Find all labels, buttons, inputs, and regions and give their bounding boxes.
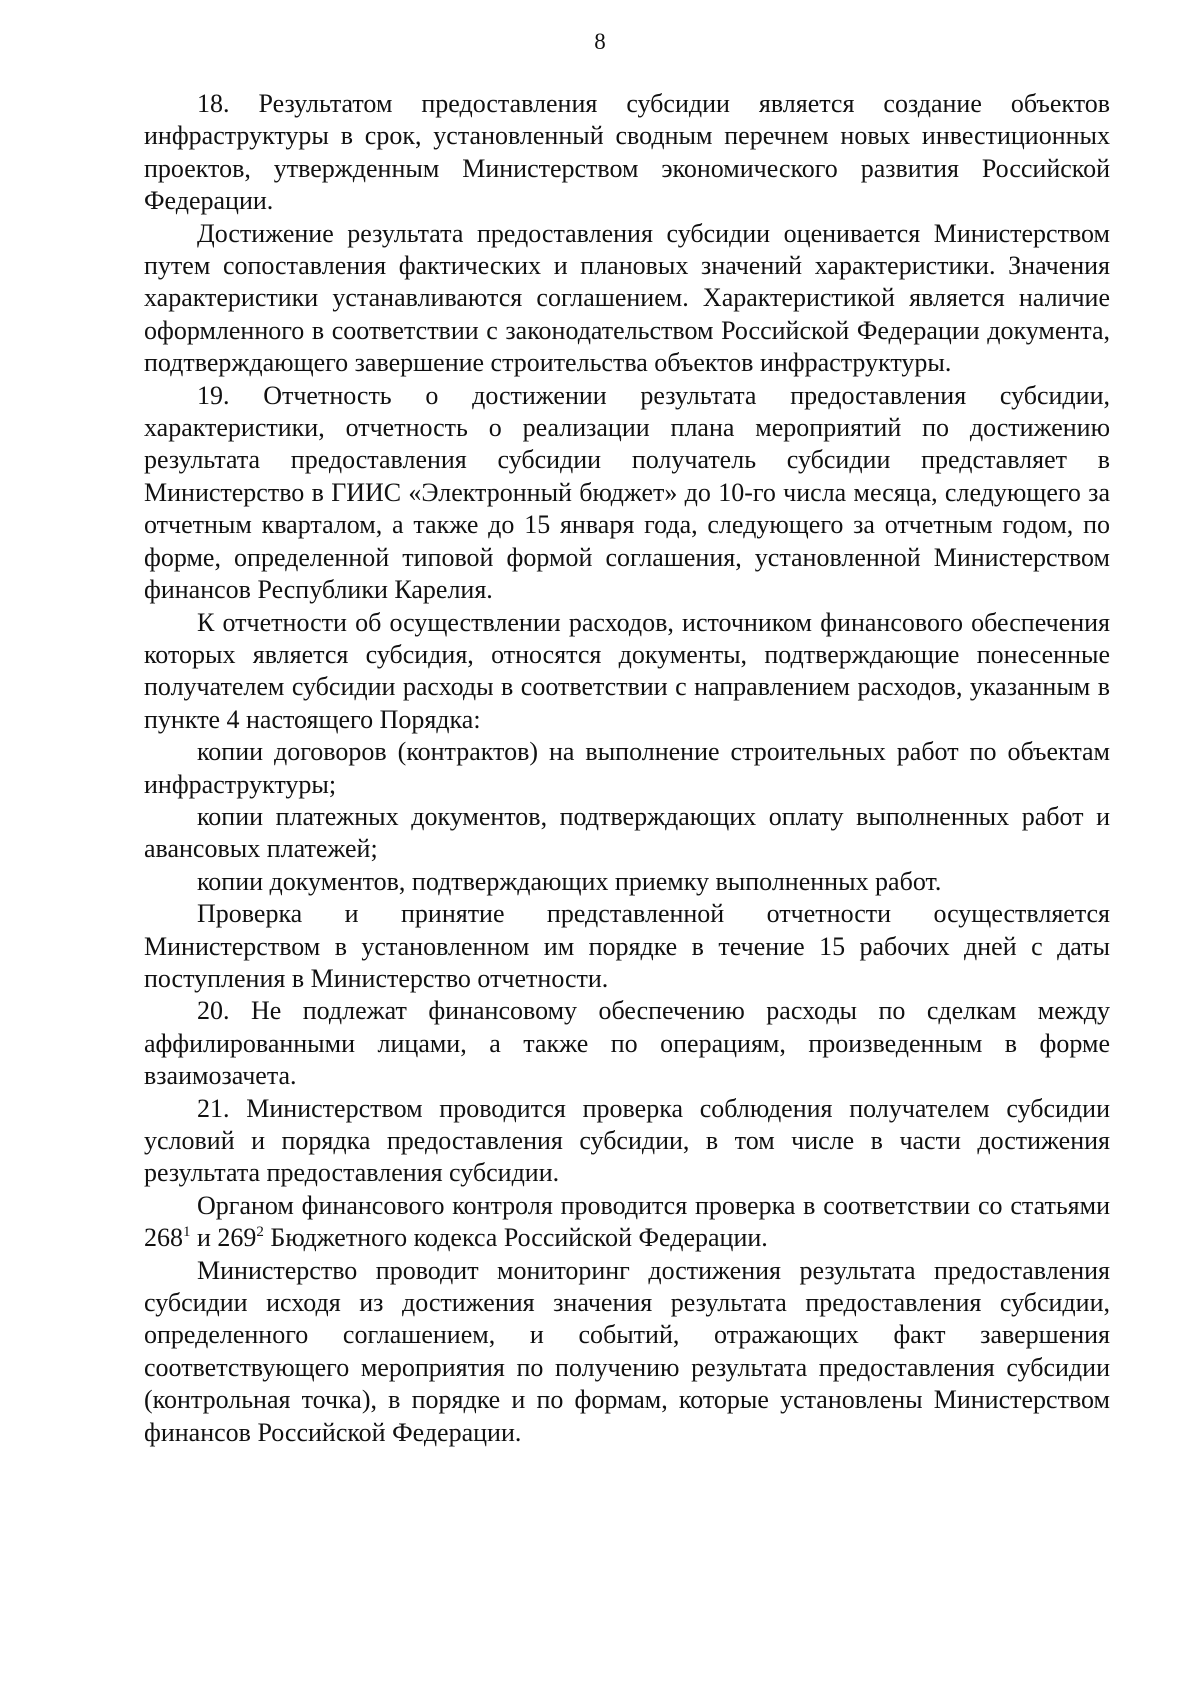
list-item-acceptance-copies: копии документов, подтверждающих приемку выполненных работ. [197,866,942,896]
page-number: 8 [594,29,606,54]
financial-control-text-middle: и 269 [190,1223,257,1253]
paragraph-19-reporting: 19. Отчетность о достижении результата предоставления субсидии, характеристики, отчетность о реализации плана мероприятий по достижению результата предоставления субсидии получатель субсидии представляет в Министерство в ГИИС «Электронный бюджет» до 10-го числа месяца, следующего за отчетным кварталом, а также до 15 января года, следующего за отчетным годом, по форме, определенной типовой формой соглашения, установленной Министерством финансов Республики Карелия. [144,380,1110,605]
article-269-superscript: 2 [256,1224,264,1241]
article-268-superscript: 1 [183,1224,191,1241]
paragraph-21-compliance-check: 21. Министерством проводится проверка соблюдения получателем субсидии условий и порядка предоставления субсидии, в том числе в части достижения результата предоставления субсидии. [144,1093,1110,1188]
paragraph-expense-reporting: К отчетности об осуществлении расходов, источником финансового обеспечения которых является субсидия, относятся документы, подтверждающие понесенные получателем субсидии расходы в соответствии с направлением расходов, указанным в пункте 4 настоящего Порядка: [144,607,1110,734]
paragraph-18-result: 18. Результатом предоставления субсидии является создание объектов инфраструктуры в срок, установленный сводным перечнем новых инвестиционных проектов, утвержденным Министерством экономического развития Российской Федерации. [144,89,1110,216]
paragraph-financial-control [144,1190,1110,1255]
financial-control-text-end: Бюджетного кодекса Российской Федерации. [263,1223,768,1253]
paragraph-monitoring: Министерство проводит мониторинг достижения результата предоставления субсидии исходя из достижения значения результата предоставления субсидии, определенного соглашением, и событий, отражающих факт завершения соответствующего мероприятия по получению результата предоставления субсидии (контрольная точка), в порядке и по формам, которые установлены Министерством финансов Российской Федерации. [144,1255,1110,1447]
paragraph-20-affiliated-expenses: 20. Не подлежат финансовому обеспечению расходы по сделкам между аффилированными лицами, а также по операциям, произведенным в форме взаимозачета. [144,996,1110,1091]
document-body [144,88,1110,1449]
financial-control-text-start: Органом финансового контроля проводится проверка в соответствии со статьями 268 [144,1190,1110,1253]
paragraph-result-evaluation: Достижение результата предоставления субсидии оценивается Министерством путем сопоставления фактических и плановых значений характеристики. Значения характеристики устанавливаются соглашением. Характеристикой является наличие оформленного в соответствии с законодательством Российской Федерации документа, подтверждающего завершение строительства объектов инфраструктуры. [144,218,1110,378]
paragraph-report-verification: Проверка и принятие представленной отчетности осуществляется Министерством в установленном им порядке в течение 15 рабочих дней с даты поступления в Министерство отчетности. [144,899,1110,993]
list-item-contract-copies: копии договоров (контрактов) на выполнение строительных работ по объектам инфраструктуры; [144,737,1110,799]
list-item-payment-copies: копии платежных документов, подтверждающих оплату выполненных работ и авансовых платежей; [144,801,1110,864]
